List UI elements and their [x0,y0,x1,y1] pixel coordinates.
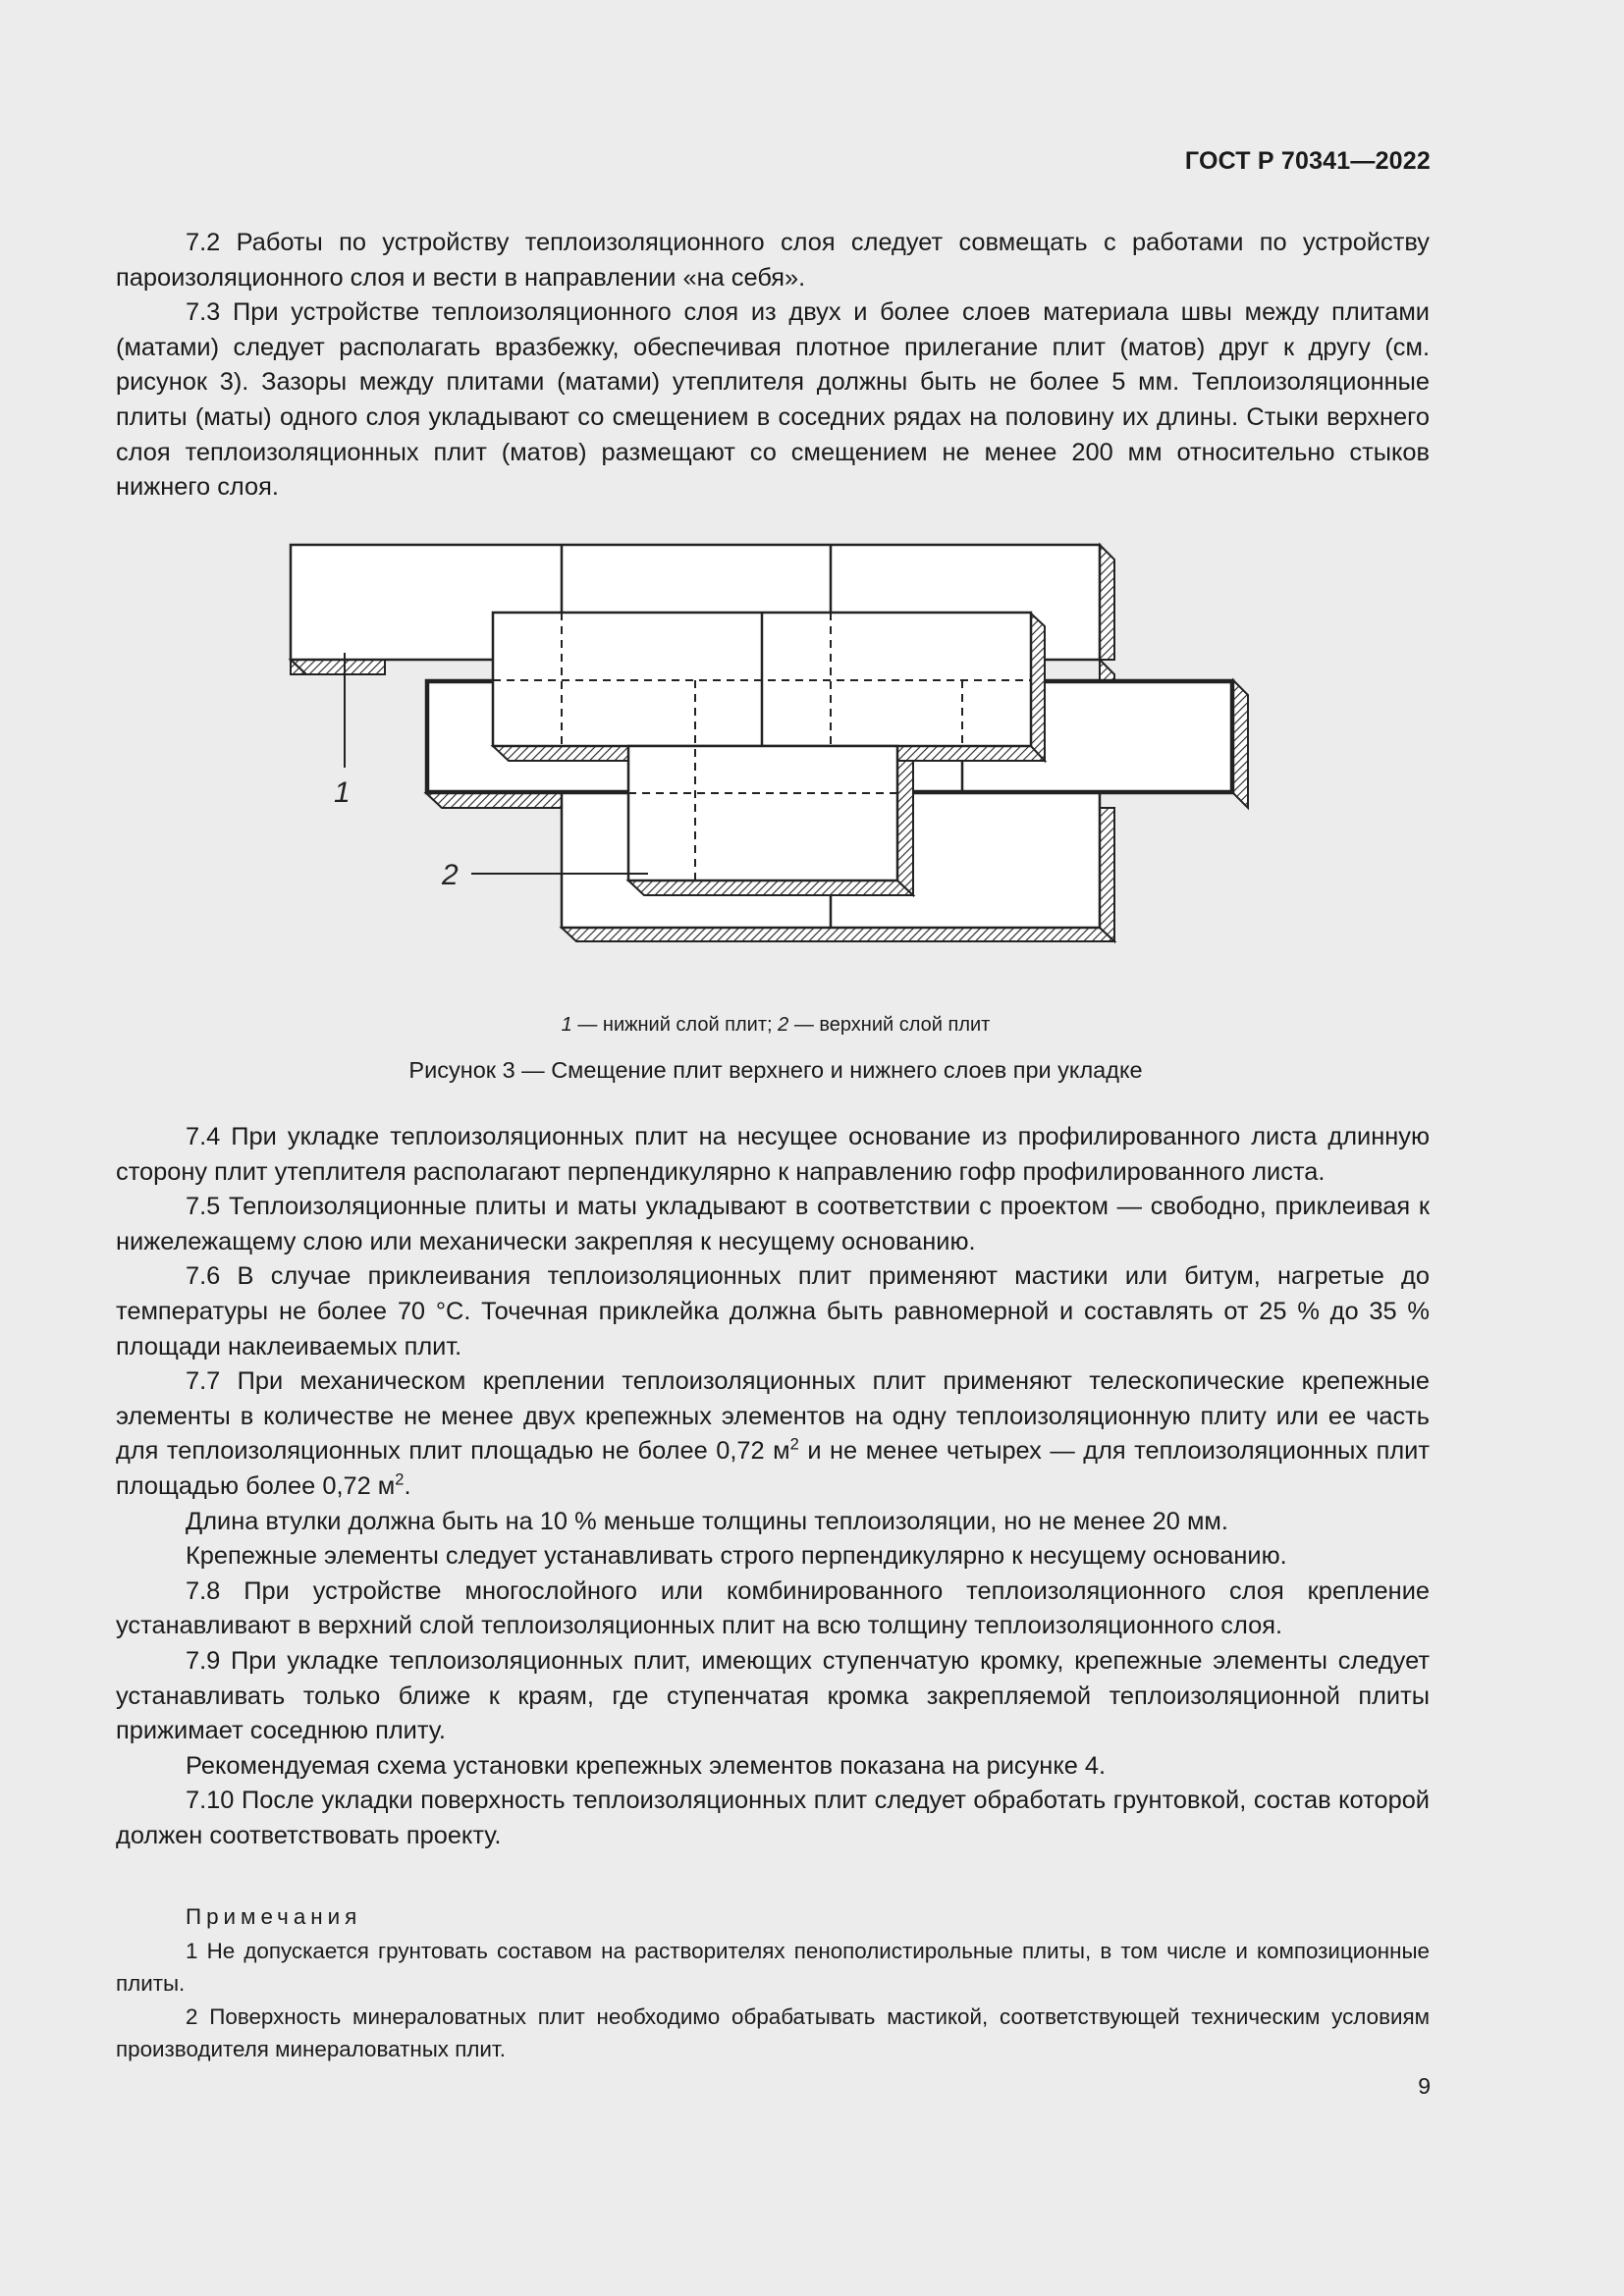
figure-legend: 1 — нижний слой плит; 2 — верхний слой плит [561,1014,991,1036]
paragraph-7-10: 7.10 После укладки поверхность теплоизоляционных плит следует обработать грунтовкой, состав которой должен соответствовать проекту. [116,1787,1430,1849]
paragraph-7-5: 7.5 Теплоизоляционные плиты и маты укладывают в соответствии с проектом — свободно, приклеивая к нижележащему слою или механически закрепляя к несущему основанию. [116,1193,1430,1255]
figure-label-2: 2 [442,859,459,891]
figure-3-diagram [285,540,1257,972]
paragraph-recommended-scheme: Рекомендуемая схема установки крепежных элементов показана на рисунке 4. [186,1751,1107,1780]
text-block-top [116,226,1430,506]
figure-label-1: 1 [334,776,351,809]
paragraph-7-3: 7.3 При устройстве теплоизоляционного слоя из двух и более слоев материала швы между плитами (матами) следует располагать вразбежку, обеспечивая плотное прилегание плит (матов) друг к другу (см. рисунок 3). Зазоры между плитами (матами) утеплителя должны быть не более 5 мм. Теплоизоляционные плиты (маты) одного слоя укладывают со смещением в соседних рядах на половину их длины. Стыки верхнего слоя теплоизоляционных плит (матов) размещают со смещением не менее 200 мм относительно стыков нижнего слоя. [116,298,1430,502]
note-1: 1 Не допускается грунтовать составом на растворителях пенополистирольные плиты, в том числе и композиционные плиты. [116,1938,1430,1996]
plates-offset-drawing [285,540,1257,972]
paragraph-7-6: 7.6 В случае приклеивания теплоизоляционных плит применяют мастики или битум, нагретые до температуры не более 70 °С. Точечная приклейка должна быть равномерной и составлять от 25 % до 35 % площади наклеиваемых плит. [116,1262,1430,1361]
paragraph-perpendicular: Крепежные элементы следует устанавливать строго перпендикулярно к несущему основанию. [186,1542,1287,1571]
paragraph-7-7: 7.7 При механическом креплении теплоизоляционных плит применяют телескопические крепежные элементы в количестве не менее двух крепежных элементов на одну теплоизоляционную плиту или ее часть для теплоизоляционных плит площадью не более 0,72 $м^2$ и не менее четырех — для теплоизоляционных плит площадью более 0,72 $м^2$. [116,1367,1430,1500]
notes-block [116,1900,1430,2066]
paragraph-7-9: 7.9 При укладке теплоизоляционных плит, имеющих ступенчатую кромку, крепежные элементы следует устанавливать только ближе к краям, где ступенчатая кромка закрепляемой теплоизоляционной плиты прижимает соседнюю плиту. [116,1646,1430,1745]
text-block-bottom [116,1120,1430,1853]
paragraph-7-4: 7.4 При укладке теплоизоляционных плит на несущее основание из профилированного листа длинную сторону плит утеплителя располагают перпендикулярно к направлению гофр профилированного листа. [116,1123,1430,1186]
notes-title: Примечания [186,1904,362,1929]
paragraph-7-2: 7.2 Работы по устройству теплоизоляционного слоя следует совмещать с работами по устройству пароизоляционного слоя и вести в направлении «на себя». [116,229,1430,292]
page-number: 9 [1418,2073,1431,2099]
paragraph-sleeve-length: Длина втулки должна быть на 10 % меньше толщины теплоизоляции, но не менее 20 мм. [186,1507,1228,1535]
document-header: ГОСТ Р 70341—2022 [1184,147,1431,175]
paragraph-7-8: 7.8 При устройстве многослойного или комбинированного теплоизоляционного слоя крепление устанавливают в верхний слой теплоизоляционных плит на всю толщину теплоизоляционного слоя. [116,1576,1430,1640]
note-2: 2 Поверхность минераловатных плит необходимо обрабатывать мастикой, соответствующей техническим условиям производителя минераловатных плит. [116,2003,1430,2061]
figure-caption: Рисунок 3 — Смещение плит верхнего и нижнего слоев при укладке [408,1057,1143,1083]
